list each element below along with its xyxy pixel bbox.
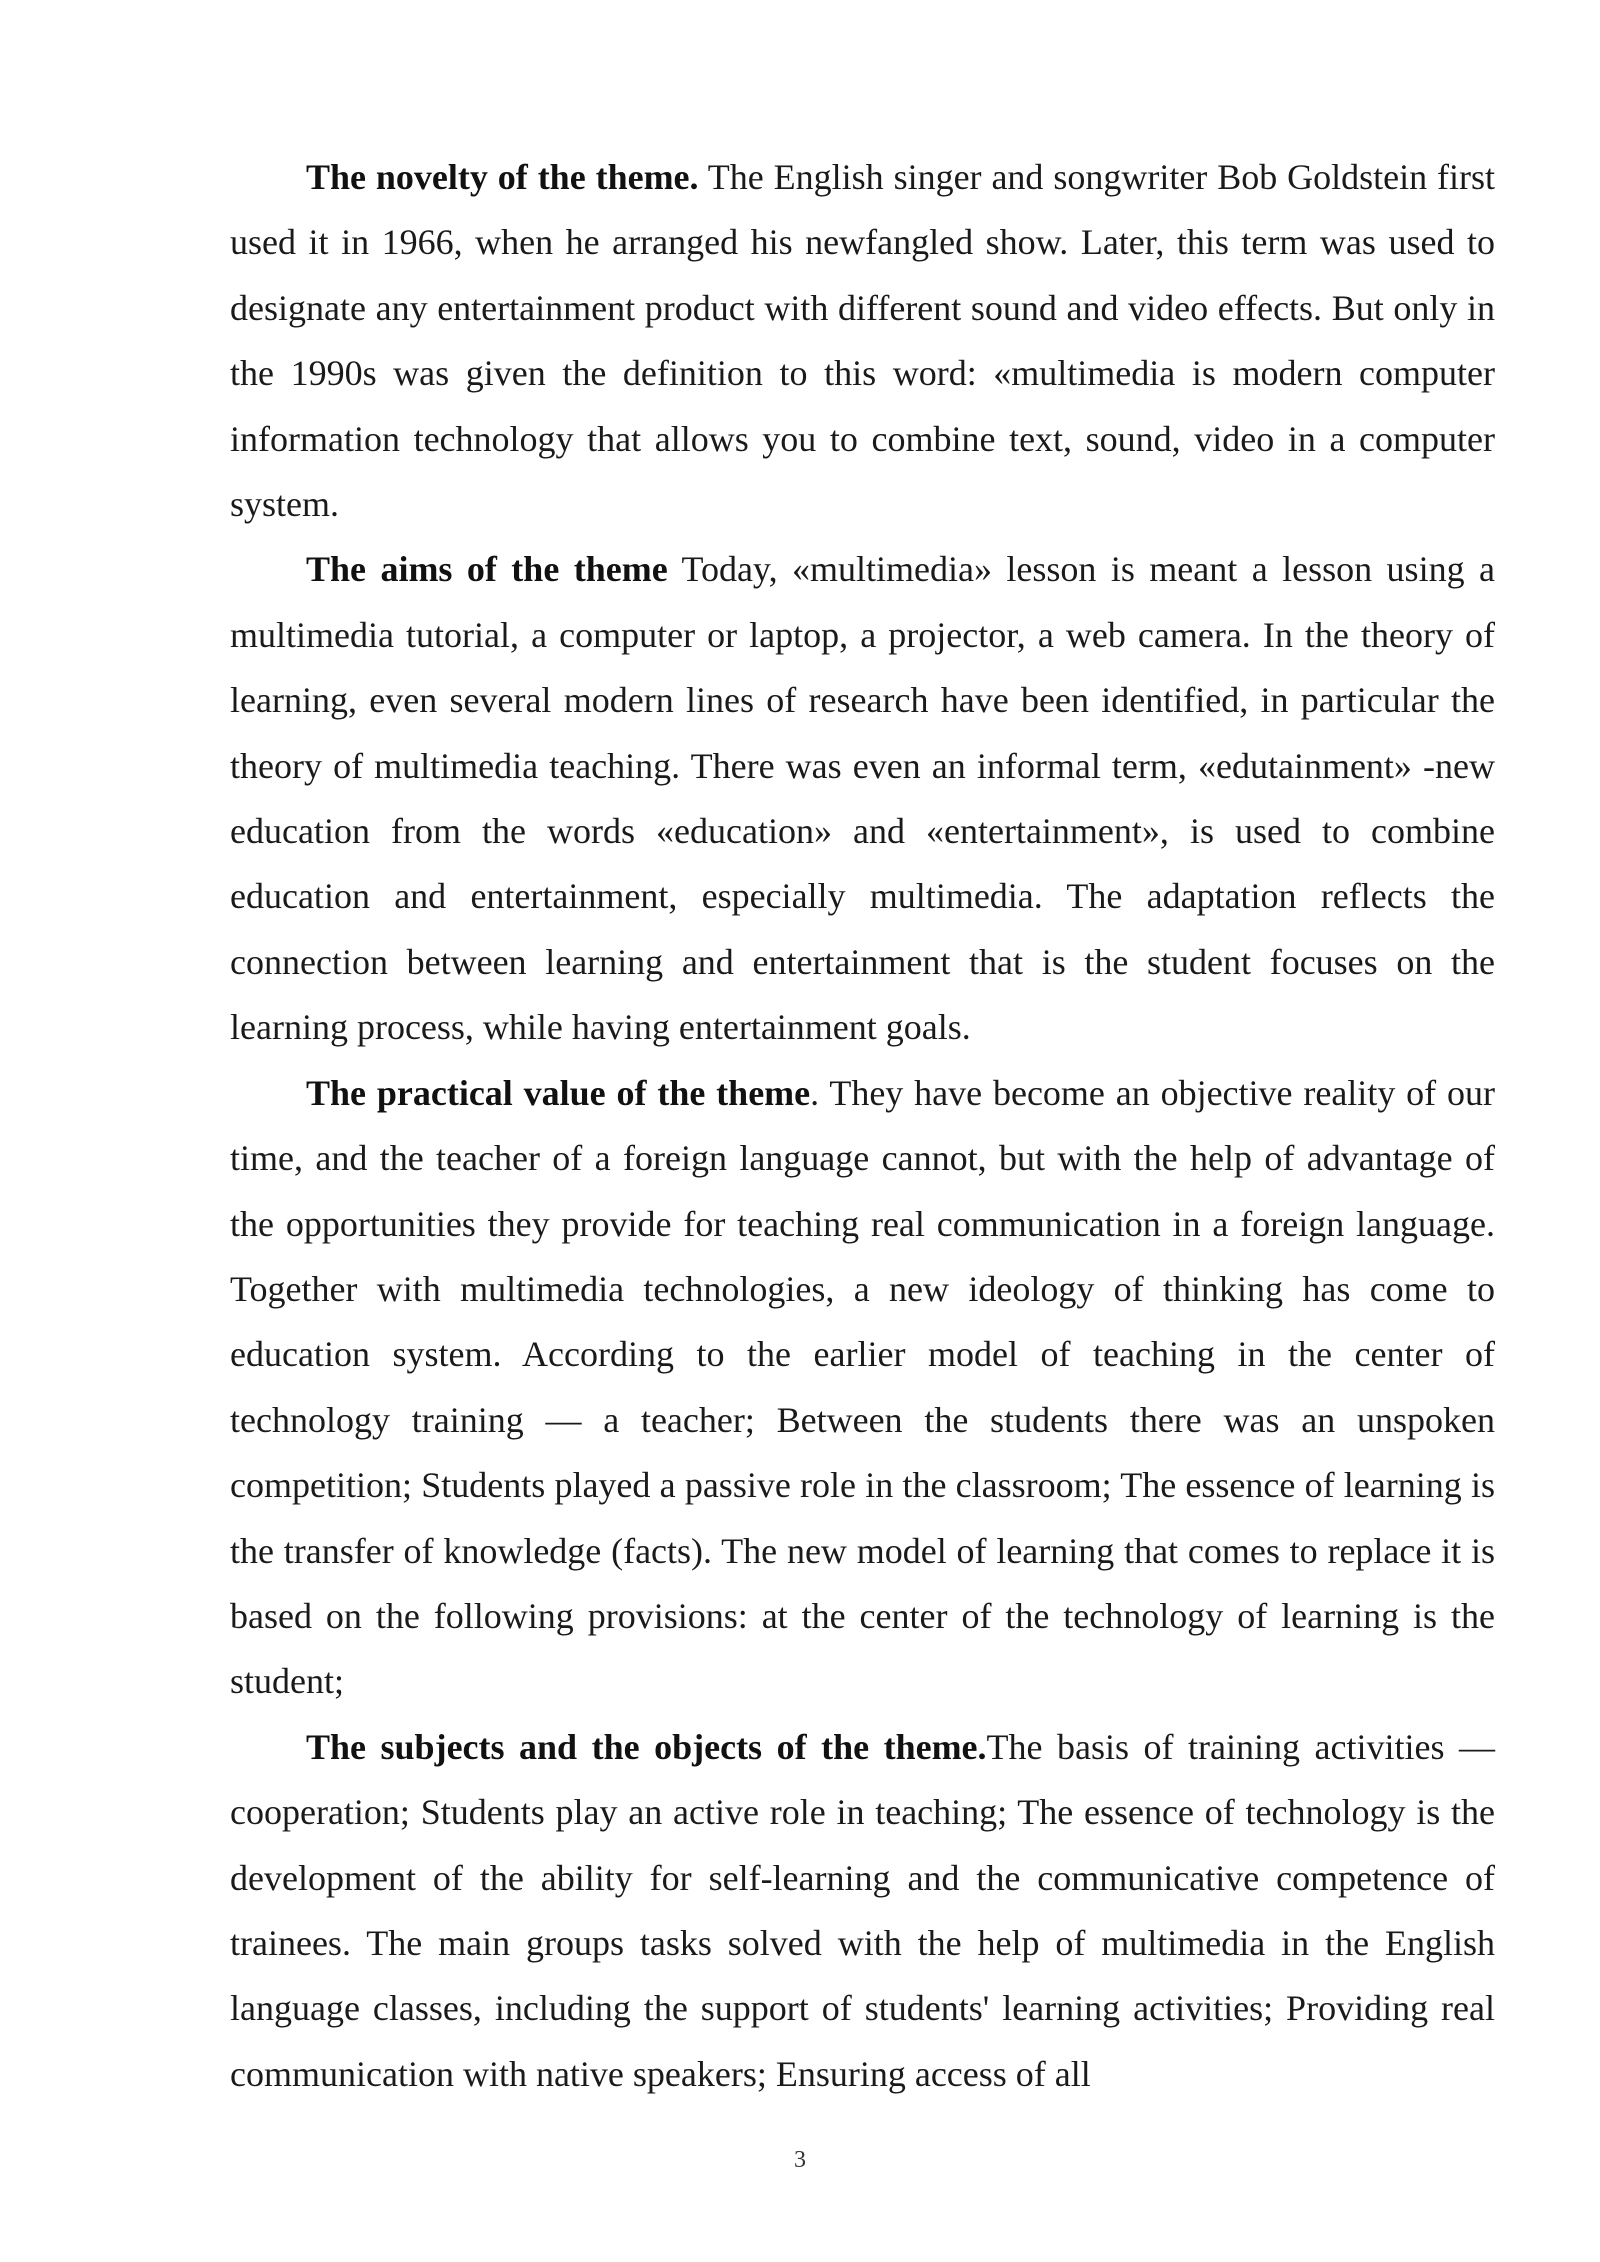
paragraph-practical-value xyxy=(230,1061,1495,1715)
page-number: 3 xyxy=(794,2147,806,2173)
paragraph-heading-practical-value: The practical value of the theme xyxy=(306,1072,811,1113)
paragraph-body-novelty: The English singer and songwriter Bob Goldstein first used it in 1966, when he arranged his newfangled show. Later, this term was used to designate any entertainment product with different sound and video effects. But only in the 1990s was given the definition to this word: «multimedia is modern computer information technology that allows you to combine text, sound, video in a computer system. xyxy=(230,157,1495,525)
body-text xyxy=(230,145,1495,2107)
paragraph-body-practical-value: . They have become an objective reality of our time, and the teacher of a foreign language cannot, but with the help of advantage of the opportunities they provide for teaching real communication in a foreign language. Together with multimedia technologies, a new ideology of thinking has come to education system. According to the earlier model of teaching in the center of technology training — a teacher; Between the students there was an unspoken competition; Students played a passive role in the classroom; The essence of learning is the transfer of knowledge (facts). The new model of learning that comes to replace it is based on the following provisions: at the center of the technology of learning is the student; xyxy=(230,1072,1495,1702)
paragraph-heading-novelty: The novelty of the theme. xyxy=(306,157,699,197)
paragraph-novelty xyxy=(230,145,1495,537)
paragraph-subjects-objects xyxy=(230,1715,1495,2107)
paragraph-aims xyxy=(230,537,1495,1060)
paragraph-body-aims: Today, «multimedia» lesson is meant a lesson using a multimedia tutorial, a computer or laptop, a projector, a web camera. In the theory of learning, even several modern lines of research have been identified, in particular the theory of multimedia teaching. There was even an informal term, «edutainment» -new education from the words «education» and «entertainment», is used to combine education and entertainment, especially multimedia. The adaptation reflects the connection between learning and entertainment that is the student focuses on the learning process, while having entertainment goals. xyxy=(230,549,1495,1048)
paragraph-heading-aims: The aims of the theme xyxy=(306,549,668,590)
paragraph-body-subjects-objects: The basis of training activities — cooperation; Students play an active role in teaching; The essence of technology is the development of the ability for self-learning and the communicative competence of trainees. The main groups tasks solved with the help of multimedia in the English language classes, including the support of students' learning activities; Providing real communication with native speakers; Ensuring access of all xyxy=(230,1726,1496,2094)
paragraph-heading-subjects-objects: The subjects and the objects of the theme. xyxy=(306,1726,987,1767)
